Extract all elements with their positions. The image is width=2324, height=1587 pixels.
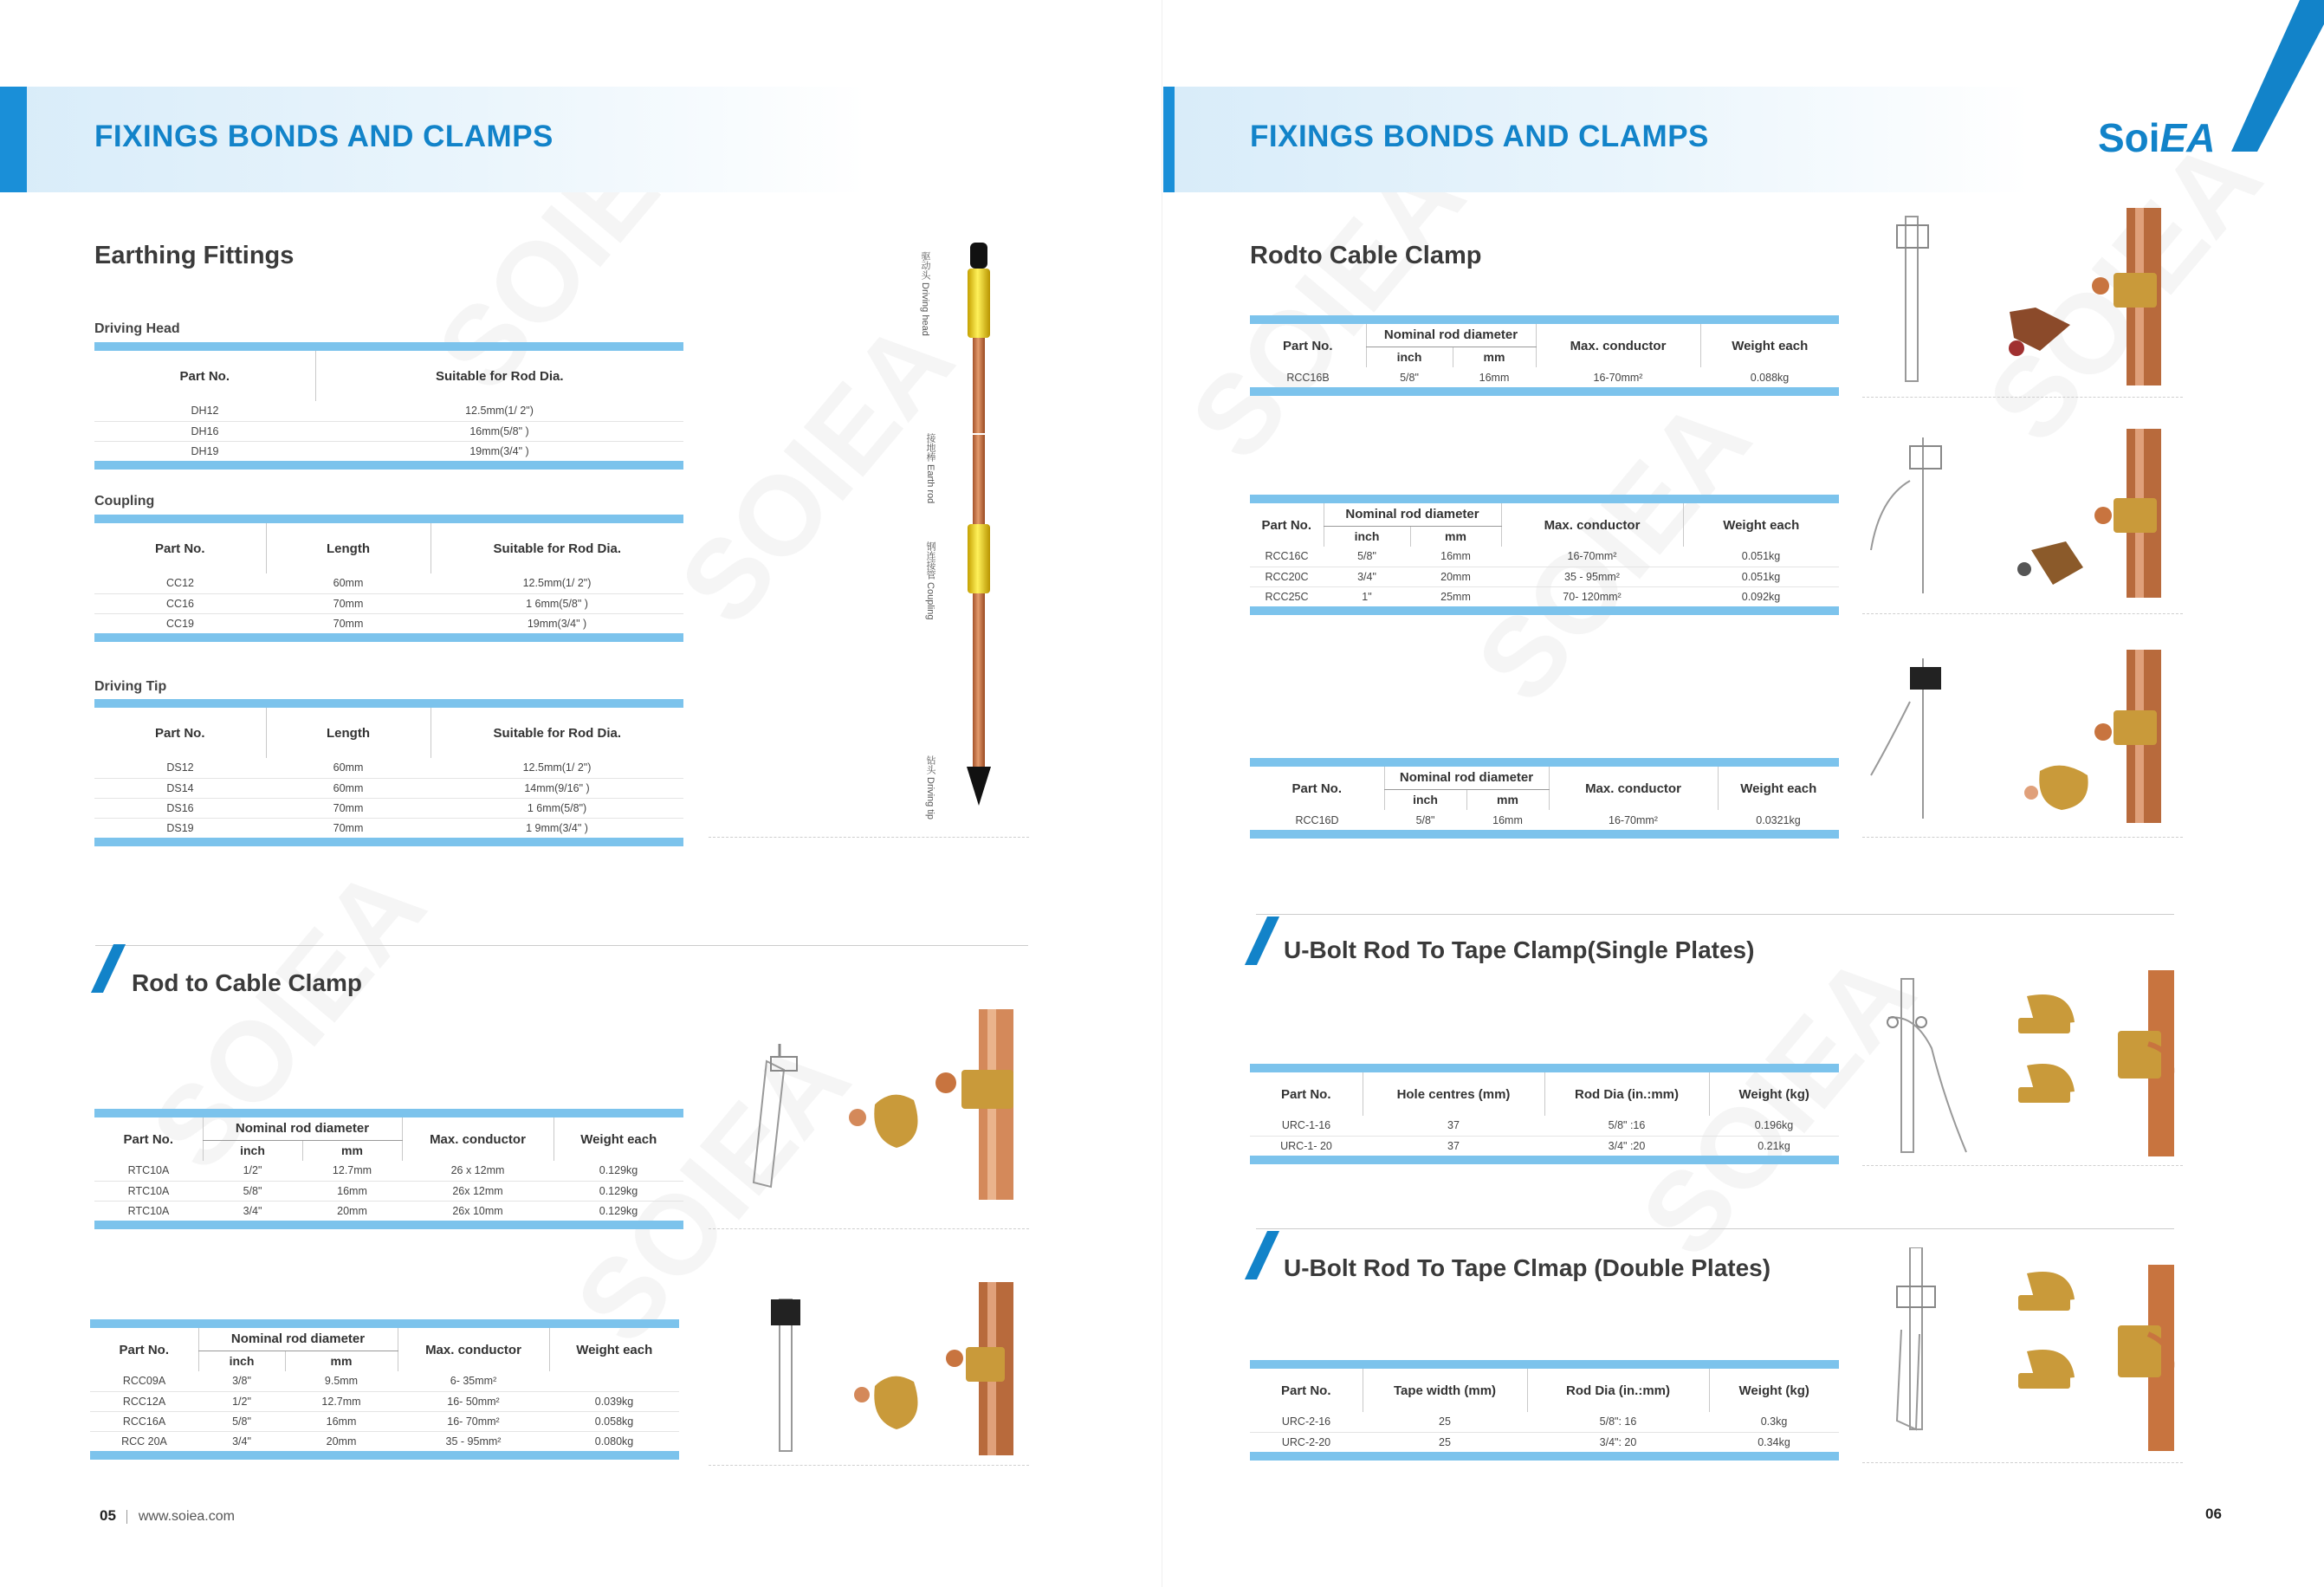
table-row: RTC10A 1/2" 12.7mm 26 x 12mm 0.129kg bbox=[94, 1161, 683, 1181]
coupling-table bbox=[94, 515, 683, 642]
right-header-title: FIXINGS BONDS AND CLAMPS bbox=[1250, 120, 1709, 153]
table-row: RCC12A 1/2" 12.7mm 16- 50mm² 0.039kg bbox=[90, 1391, 679, 1411]
table-row: URC-1-16 37 5/8" :16 0.196kg bbox=[1250, 1116, 1839, 1136]
table-row: URC-2-16 25 5/8": 16 0.3kg bbox=[1250, 1412, 1839, 1432]
rtc-clamp-illustration bbox=[719, 1009, 1031, 1200]
col-header: Max. conductor bbox=[1549, 767, 1718, 810]
ubolt-single-table bbox=[1250, 1064, 1839, 1164]
col-header: Nominal rod diameter bbox=[203, 1117, 402, 1140]
table-row: RTC10A 3/4" 20mm 26x 10mm 0.129kg bbox=[127, 1204, 638, 1217]
col-header: mm bbox=[1410, 526, 1501, 547]
col-header: Part No. bbox=[154, 725, 205, 741]
driving-tip-table bbox=[94, 699, 683, 846]
table-row: CC16 70mm 1 6mm(5/8" ) bbox=[94, 593, 683, 613]
col-header: Part No. bbox=[1280, 1086, 1331, 1102]
page-number: 06 bbox=[2205, 1506, 2222, 1522]
divider bbox=[709, 1228, 1029, 1229]
table-row: DH19 19mm(3/4" ) bbox=[191, 444, 529, 457]
col-header: Suitable for Rod Dia. bbox=[430, 708, 683, 758]
col-header: mm bbox=[1466, 789, 1549, 810]
col-header: inch bbox=[203, 1140, 302, 1161]
right-header-accent bbox=[1163, 87, 1175, 192]
table-row: RCC 20A 3/4" 20mm 35 - 95mm² 0.080kg bbox=[121, 1435, 634, 1448]
left-footer bbox=[100, 1507, 235, 1525]
col-header: Nominal rod diameter bbox=[1384, 767, 1549, 789]
col-header: Suitable for Rod Dia. bbox=[430, 523, 683, 573]
soiea-logo: SoiEA bbox=[2098, 115, 2216, 160]
website-link[interactable]: www.soiea.com bbox=[138, 1509, 235, 1524]
table-row: URC-2-20 25 3/4": 20 0.34kg bbox=[1281, 1435, 1790, 1448]
rodto-cable-table-1 bbox=[1250, 315, 1839, 396]
divider bbox=[1862, 613, 2183, 614]
ubolt-double-table bbox=[1250, 1360, 1839, 1461]
table-row: RCC16D 5/8" 16mm 16-70mm² 0.0321kg bbox=[1295, 813, 1801, 826]
table-row: RCC09A 3/8" 9.5mm 6- 35mm² bbox=[90, 1371, 679, 1391]
rod-label-earth-rod: 接地棒 Earth rod bbox=[925, 433, 935, 504]
rodto-cable-table-2 bbox=[1250, 495, 1839, 615]
rodto-cable-table-3 bbox=[1250, 758, 1839, 839]
section-slash-icon bbox=[91, 944, 126, 993]
table-row: DS12 60mm 12.5mm(1/ 2") bbox=[94, 758, 683, 778]
table-row: RCC16B 5/8" 16mm 16-70mm² 0.088kg bbox=[1286, 371, 1790, 384]
logo-slash-graphic bbox=[2226, 0, 2324, 156]
table-row: RCC16C 5/8" 16mm 16-70mm² 0.051kg bbox=[1250, 547, 1839, 567]
col-header: Length bbox=[266, 708, 430, 758]
table-row: DH16 16mm(5/8" ) bbox=[94, 421, 683, 441]
col-header: Weight each bbox=[549, 1328, 679, 1371]
rod-to-cable-title: Rod to Cable Clamp bbox=[132, 969, 363, 996]
rcc16b-illustration bbox=[1862, 208, 2183, 394]
page-number: 05 bbox=[100, 1507, 116, 1524]
table-row: RTC10A 5/8" 16mm 26x 12mm 0.129kg bbox=[94, 1181, 683, 1201]
ubolt-double-title: U-Bolt Rod To Tape Clmap (Double Plates) bbox=[1284, 1254, 1771, 1281]
divider bbox=[709, 837, 1029, 838]
table-row: URC-1- 20 37 3/4" :20 0.21kg bbox=[1280, 1139, 1790, 1152]
driving-head-table bbox=[94, 342, 683, 470]
col-header: Weight (kg) bbox=[1709, 1369, 1839, 1412]
col-header: mm bbox=[1453, 347, 1536, 367]
col-header: inch bbox=[1384, 789, 1466, 810]
col-header: inch bbox=[1324, 526, 1410, 547]
section-rule bbox=[1256, 914, 2174, 915]
table-row: CC19 70mm 19mm(3/4" ) bbox=[166, 617, 587, 630]
col-header: Part No. bbox=[1282, 338, 1333, 353]
ubolt-single-title: U-Bolt Rod To Tape Clamp(Single Plates) bbox=[1284, 936, 1755, 963]
col-header: Part No. bbox=[154, 541, 205, 556]
col-header: inch bbox=[1366, 347, 1453, 367]
section-slash-icon bbox=[1245, 917, 1279, 965]
driving-head-label: Driving Head bbox=[94, 321, 180, 336]
col-header: Part No. bbox=[119, 1342, 169, 1357]
col-header: Hole centres (mm) bbox=[1363, 1072, 1544, 1116]
table-row: DH12 12.5mm(1/ 2") bbox=[94, 401, 683, 421]
col-header: Part No. bbox=[179, 368, 230, 384]
col-header: Weight each bbox=[1718, 767, 1839, 810]
rod-to-cable-table-1 bbox=[94, 1109, 683, 1229]
earth-rod-assembly-illustration bbox=[953, 234, 1022, 814]
col-header: Weight each bbox=[1683, 503, 1839, 547]
rod-label-driving-tip: 钻头 Driving tip bbox=[925, 755, 935, 819]
rod-label-driving-head: 驱动头 Driving head bbox=[920, 251, 930, 336]
divider bbox=[1862, 1165, 2183, 1166]
col-header: Part No. bbox=[123, 1131, 173, 1147]
col-header: Rod Dia (in.:mm) bbox=[1527, 1369, 1709, 1412]
table-row: DS14 60mm 14mm(9/16" ) bbox=[94, 778, 683, 798]
col-header: Rod Dia (in.:mm) bbox=[1544, 1072, 1709, 1116]
col-header: mm bbox=[285, 1351, 398, 1371]
divider bbox=[709, 1465, 1029, 1466]
col-header: Nominal rod diameter bbox=[1366, 324, 1536, 347]
table-row: RCC20C 3/4" 20mm 35 - 95mm² 0.051kg bbox=[1250, 567, 1839, 586]
rod-label-coupling: 钢连接管 Coupling bbox=[925, 541, 935, 620]
divider bbox=[1862, 837, 2183, 838]
earthing-title: Earthing Fittings bbox=[94, 242, 295, 269]
col-header: Max. conductor bbox=[398, 1328, 549, 1371]
coupling-label: Coupling bbox=[94, 494, 155, 508]
ubolt-double-illustration bbox=[1862, 1247, 2183, 1451]
table-row: RCC25C 1" 25mm 70- 120mm² 0.092kg bbox=[1265, 590, 1781, 603]
ubolt-single-illustration bbox=[1862, 970, 2183, 1156]
section-slash-icon bbox=[1245, 1231, 1279, 1279]
col-header: Length bbox=[266, 523, 430, 573]
table-row: RCC16A 5/8" 16mm 16- 70mm² 0.058kg bbox=[90, 1411, 679, 1431]
col-header: Part No. bbox=[1291, 781, 1342, 796]
rcc16c-illustration bbox=[1862, 429, 2183, 611]
divider bbox=[1862, 397, 2183, 398]
col-header: Max. conductor bbox=[1536, 324, 1700, 367]
col-header: Tape width (mm) bbox=[1363, 1369, 1527, 1412]
col-header: Max. conductor bbox=[402, 1117, 553, 1161]
col-header: Nominal rod diameter bbox=[198, 1328, 398, 1351]
rcc-clamp-illustration bbox=[719, 1265, 1031, 1455]
left-header-title: FIXINGS BONDS AND CLAMPS bbox=[94, 120, 553, 153]
table-row: DS19 70mm 1 9mm(3/4" ) bbox=[166, 821, 588, 834]
col-header: mm bbox=[302, 1140, 402, 1161]
section-rule bbox=[95, 945, 1028, 946]
table-row: CC12 60mm 12.5mm(1/ 2") bbox=[94, 573, 683, 593]
col-header: Weight (kg) bbox=[1709, 1072, 1839, 1116]
divider bbox=[1862, 1462, 2183, 1463]
col-header: Max. conductor bbox=[1501, 503, 1683, 547]
col-header: Weight each bbox=[553, 1117, 683, 1161]
table-row: DS16 70mm 1 6mm(5/8") bbox=[94, 798, 683, 818]
col-header: Nominal rod diameter bbox=[1324, 503, 1501, 526]
right-footer bbox=[2205, 1506, 2222, 1523]
rod-to-cable-table-2 bbox=[90, 1319, 679, 1460]
driving-tip-label: Driving Tip bbox=[94, 679, 167, 694]
rodto-cable-title: Rodto Cable Clamp bbox=[1250, 242, 1482, 269]
col-header: Part No. bbox=[1280, 1383, 1331, 1398]
col-header: inch bbox=[198, 1351, 285, 1371]
section-rule bbox=[1256, 1228, 2174, 1229]
col-header: Weight each bbox=[1700, 324, 1839, 367]
col-header: Suitable for Rod Dia. bbox=[315, 351, 683, 401]
col-header: Part No. bbox=[1261, 517, 1311, 533]
rcc16d-illustration bbox=[1862, 650, 2183, 832]
left-header-accent bbox=[0, 87, 27, 192]
